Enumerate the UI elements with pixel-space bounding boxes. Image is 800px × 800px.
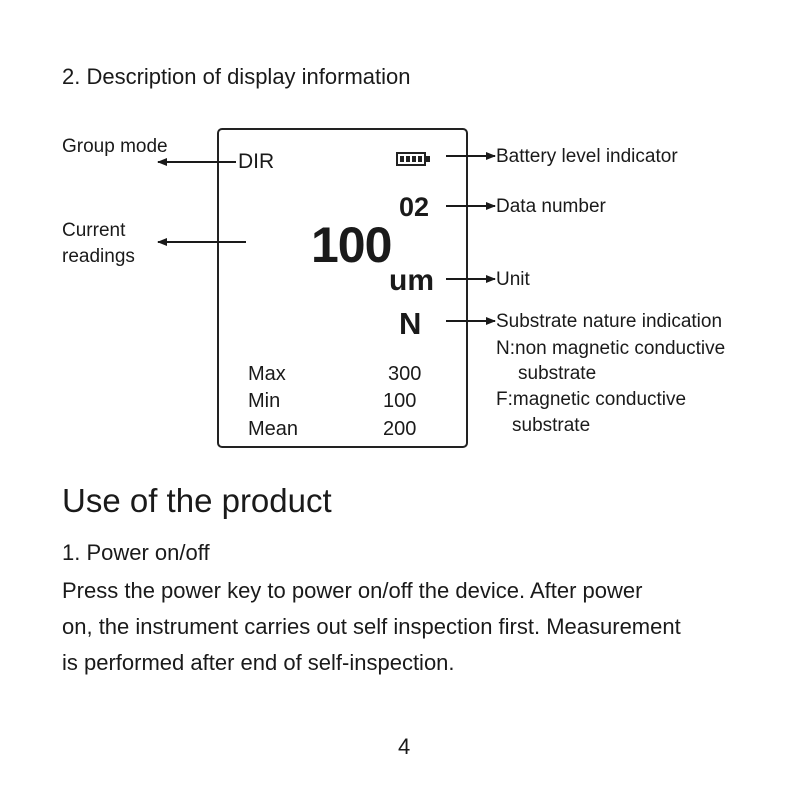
- stat-mean-value: 200: [383, 418, 417, 440]
- callout-substrate-f-line2: substrate: [512, 415, 591, 436]
- paragraph-line-3: is performed after end of self-inspection.: [62, 650, 455, 675]
- callout-current-readings-line1: Current: [62, 220, 126, 241]
- usage-subtitle: 1. Power on/off: [62, 540, 210, 565]
- paragraph-line-1: Press the power key to power on/off the device. After power: [62, 578, 643, 603]
- callout-battery: Battery level indicator: [496, 146, 678, 167]
- substrate-value: N: [399, 306, 422, 341]
- stat-mean-label: Mean: [248, 418, 299, 440]
- callout-substrate-n-line1: N:non magnetic conductive: [496, 338, 726, 359]
- group-mode-value: DIR: [238, 150, 275, 173]
- stat-min-label: Min: [248, 390, 281, 412]
- usage-title: Use of the product: [62, 482, 332, 519]
- paragraph-line-2: on, the instrument carries out self inspection first. Measurement: [62, 614, 681, 639]
- data-number-value: 02: [399, 192, 430, 222]
- current-reading-value: 100: [311, 217, 392, 273]
- callout-data-number: Data number: [496, 196, 606, 217]
- callout-substrate-title: Substrate nature indication: [496, 311, 723, 332]
- unit-value: um: [389, 264, 434, 297]
- stat-min-value: 100: [383, 390, 417, 412]
- callout-group-mode: Group mode: [62, 136, 168, 157]
- stat-max-value: 300: [388, 363, 422, 385]
- stat-max-label: Max: [248, 363, 286, 385]
- callout-current-readings-line2: readings: [62, 246, 135, 267]
- usage-paragraph: [62, 573, 762, 681]
- callout-substrate-f-line1: F:magnetic conductive: [496, 389, 687, 410]
- page-number: 4: [398, 734, 411, 759]
- callout-substrate-n-line2: substrate: [518, 363, 597, 384]
- callout-unit: Unit: [496, 269, 530, 290]
- section-heading: 2. Description of display information: [62, 64, 411, 89]
